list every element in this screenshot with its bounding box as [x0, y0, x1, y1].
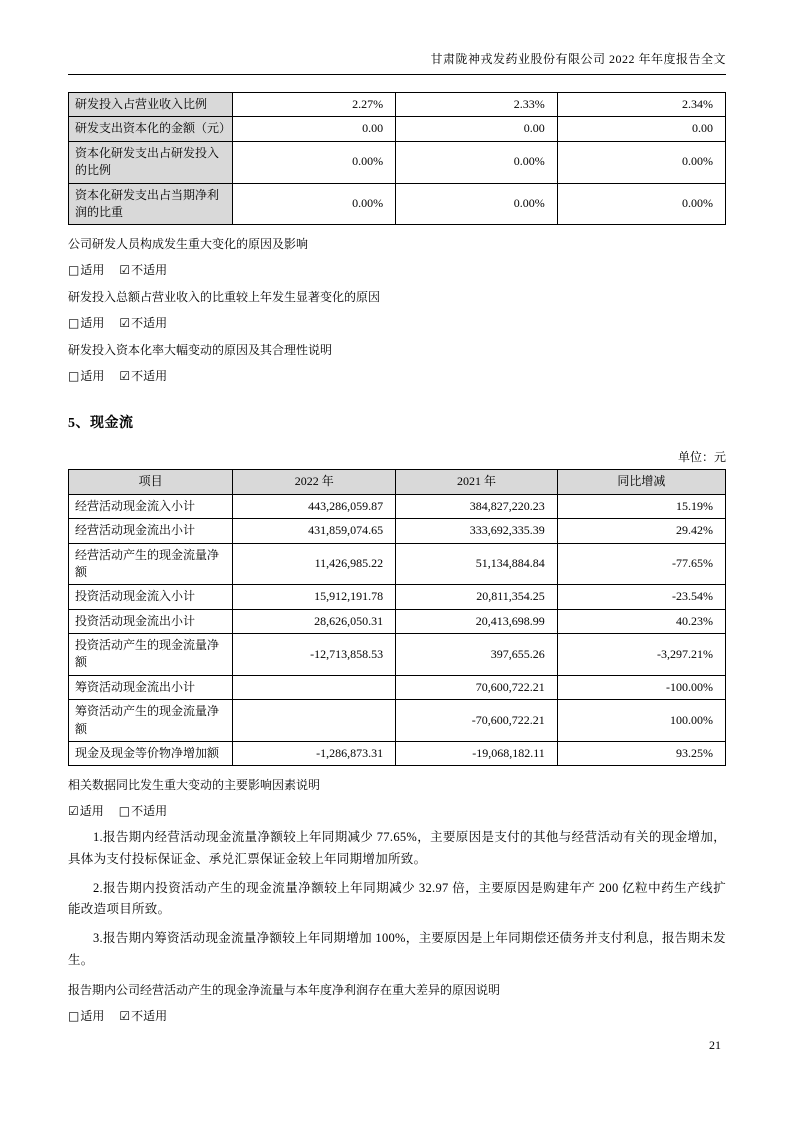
column-header-yoy: 同比增减 — [557, 470, 725, 494]
table-row — [69, 609, 726, 633]
table-row — [69, 742, 726, 766]
cashflow-row-label: 现金及现金等价物净增加额 — [69, 742, 233, 766]
cashflow-cell: 20,811,354.25 — [396, 585, 558, 609]
cashflow-cell: 333,692,335.39 — [396, 519, 558, 543]
rd-cell: 0.00 — [557, 117, 725, 141]
checkline-rd-personnel — [68, 261, 726, 278]
cashflow-cell: -19,068,182.11 — [396, 742, 558, 766]
rd-investment-table — [68, 92, 726, 225]
cashflow-cell: 384,827,220.23 — [396, 494, 558, 518]
cashflow-cell: -100.00% — [557, 675, 725, 699]
section-title-cashflow: 5、现金流 — [68, 416, 134, 432]
cashflow-row-label: 投资活动现金流入小计 — [69, 585, 233, 609]
cashflow-cell: -23.54% — [557, 585, 725, 609]
cashflow-cell: 100.00% — [557, 700, 725, 742]
table-row — [69, 543, 726, 585]
checkbox-option-not-applicable — [119, 316, 167, 330]
cashflow-row-label: 投资活动现金流出小计 — [69, 609, 233, 633]
cashflow-explanation-paragraph-2: 2.报告期内投资活动产生的现金流量净额较上年同期减少 32.97 倍，主要原因是购建年产 200 亿粒中药生产线扩能改造项目所致。 — [68, 880, 726, 917]
checkbox-label: 不适用 — [131, 369, 168, 384]
cashflow-row-label: 筹资活动现金流出小计 — [69, 675, 233, 699]
checkbox-label: 适用 — [80, 1008, 105, 1023]
checkbox-unchecked-icon: □ — [68, 263, 80, 278]
cashflow-cell: 70,600,722.21 — [396, 675, 558, 699]
checkline-cash-vs-profit — [68, 1007, 726, 1024]
table-row — [69, 141, 726, 183]
header-spacer — [68, 75, 726, 92]
checkbox-label: 适用 — [79, 804, 104, 819]
table-row — [69, 494, 726, 518]
note-rd-capitalization: 研发投入资本化率大幅变动的原因及其合理性说明 — [68, 343, 333, 358]
checkbox-unchecked-icon: □ — [118, 804, 131, 819]
column-header-2022: 2022 年 — [233, 470, 396, 494]
rd-cell: 0.00 — [233, 117, 396, 141]
checkbox-unchecked-icon: □ — [68, 316, 80, 331]
checkline-cashflow-factors — [68, 802, 726, 819]
table-row — [69, 117, 726, 141]
cashflow-cell: 29.42% — [557, 519, 725, 543]
rd-cell: 0.00% — [396, 183, 558, 225]
table-row — [69, 675, 726, 699]
cashflow-cell: 397,655.26 — [396, 634, 558, 676]
cashflow-cell — [233, 700, 396, 742]
table-header-row — [69, 470, 726, 494]
cashflow-cell: 11,426,985.22 — [233, 543, 396, 585]
cashflow-row-label: 投资活动产生的现金流量净额 — [69, 634, 233, 676]
rd-cell: 2.27% — [233, 93, 396, 117]
cashflow-cell: -70,600,722.21 — [396, 700, 558, 742]
cashflow-cell: -12,713,858.53 — [233, 634, 396, 676]
note-rd-ratio-change: 研发投入总额占营业收入的比重较上年发生显著变化的原因 — [68, 290, 381, 305]
checkbox-label: 适用 — [80, 316, 105, 331]
checkbox-checked-icon: ☑ — [119, 369, 131, 384]
table-row — [69, 519, 726, 543]
checkbox-label: 不适用 — [131, 804, 168, 819]
checkbox-option-applicable — [68, 804, 104, 818]
cashflow-cell: 40.23% — [557, 609, 725, 633]
unit-label: 单位：元 — [677, 450, 726, 465]
checkbox-option-not-applicable — [119, 804, 167, 818]
table-row — [69, 585, 726, 609]
checkbox-label: 适用 — [80, 369, 105, 384]
cashflow-row-label: 经营活动现金流出小计 — [69, 519, 233, 543]
cashflow-table — [68, 469, 726, 766]
rd-cell: 0.00 — [396, 117, 558, 141]
rd-row-label: 资本化研发支出占研发投入的比例 — [69, 141, 233, 183]
note-cashflow-factors: 相关数据同比发生重大变动的主要影响因素说明 — [68, 778, 321, 793]
checkbox-unchecked-icon: □ — [68, 1008, 80, 1023]
rd-cell: 2.33% — [396, 93, 558, 117]
column-header-2021: 2021 年 — [396, 470, 558, 494]
cashflow-cell: -3,297.21% — [557, 634, 725, 676]
cashflow-cell: 20,413,698.99 — [396, 609, 558, 633]
checkbox-option-not-applicable — [119, 369, 167, 383]
note-cash-vs-profit: 报告期内公司经营活动产生的现金净流量与本年度净利润存在重大差异的原因说明 — [68, 982, 501, 997]
checkbox-checked-icon: ☑ — [119, 263, 131, 278]
rd-cell: 0.00% — [557, 183, 725, 225]
column-header-item: 项目 — [69, 470, 233, 494]
table-row — [69, 183, 726, 225]
checkline-rd-capitalization — [68, 367, 726, 384]
checkbox-option-applicable — [68, 1009, 104, 1023]
checkbox-label: 不适用 — [131, 263, 168, 278]
cashflow-cell: -1,286,873.31 — [233, 742, 396, 766]
rd-row-label: 资本化研发支出占当期净利润的比重 — [69, 183, 233, 225]
cashflow-cell: 431,859,074.65 — [233, 519, 396, 543]
cashflow-cell: -77.65% — [557, 543, 725, 585]
page-number: 21 — [709, 1038, 721, 1052]
rd-cell: 2.34% — [557, 93, 725, 117]
rd-row-label: 研发投入占营业收入比例 — [69, 93, 233, 117]
table-row — [69, 700, 726, 742]
rd-row-label: 研发支出资本化的金额（元） — [69, 117, 233, 141]
checkbox-checked-icon: ☑ — [68, 804, 79, 819]
cashflow-cell: 15.19% — [557, 494, 725, 518]
cashflow-row-label: 经营活动现金流入小计 — [69, 494, 233, 518]
checkbox-label: 不适用 — [131, 316, 168, 331]
cashflow-explanation-paragraph-3: 3.报告期内筹资活动现金流量净额较上年同期增加 100%，主要原因是上年同期偿还债务并支付利息，报告期未发生。 — [68, 931, 726, 967]
report-header-title: 甘肃陇神戎发药业股份有限公司 2022 年年度报告全文 — [68, 50, 726, 75]
checkbox-checked-icon: ☑ — [119, 316, 131, 331]
rd-cell: 0.00% — [233, 141, 396, 183]
cashflow-cell: 443,286,059.87 — [233, 494, 396, 518]
table-row — [69, 634, 726, 676]
cashflow-cell: 51,134,884.84 — [396, 543, 558, 585]
rd-cell: 0.00% — [233, 183, 396, 225]
cashflow-cell: 93.25% — [557, 742, 725, 766]
note-rd-personnel-change: 公司研发人员构成发生重大变化的原因及影响 — [68, 237, 309, 252]
checkbox-option-not-applicable — [119, 1009, 167, 1023]
cashflow-explanation-paragraph-1: 1.报告期内经营活动现金流量净额较上年同期减少 77.65%，主要原因是支付的其他与经营活动有关的现金增加，具体为支付投标保证金、承兑汇票保证金较上年同期增加所致。 — [68, 830, 726, 866]
rd-cell: 0.00% — [557, 141, 725, 183]
checkbox-option-applicable — [68, 316, 104, 330]
rd-cell: 0.00% — [396, 141, 558, 183]
checkbox-label: 不适用 — [131, 1008, 168, 1023]
cashflow-cell: 15,912,191.78 — [233, 585, 396, 609]
checkbox-label: 适用 — [80, 263, 105, 278]
checkbox-unchecked-icon: □ — [68, 369, 80, 384]
cashflow-cell — [233, 675, 396, 699]
cashflow-row-label: 筹资活动产生的现金流量净额 — [69, 700, 233, 742]
checkline-rd-ratio — [68, 314, 726, 331]
checkbox-checked-icon: ☑ — [119, 1008, 131, 1023]
table-row — [69, 93, 726, 117]
cashflow-row-label: 经营活动产生的现金流量净额 — [69, 543, 233, 585]
cashflow-cell: 28,626,050.31 — [233, 609, 396, 633]
checkbox-option-applicable — [68, 369, 104, 383]
checkbox-option-not-applicable — [119, 263, 167, 277]
checkbox-option-applicable — [68, 263, 104, 277]
